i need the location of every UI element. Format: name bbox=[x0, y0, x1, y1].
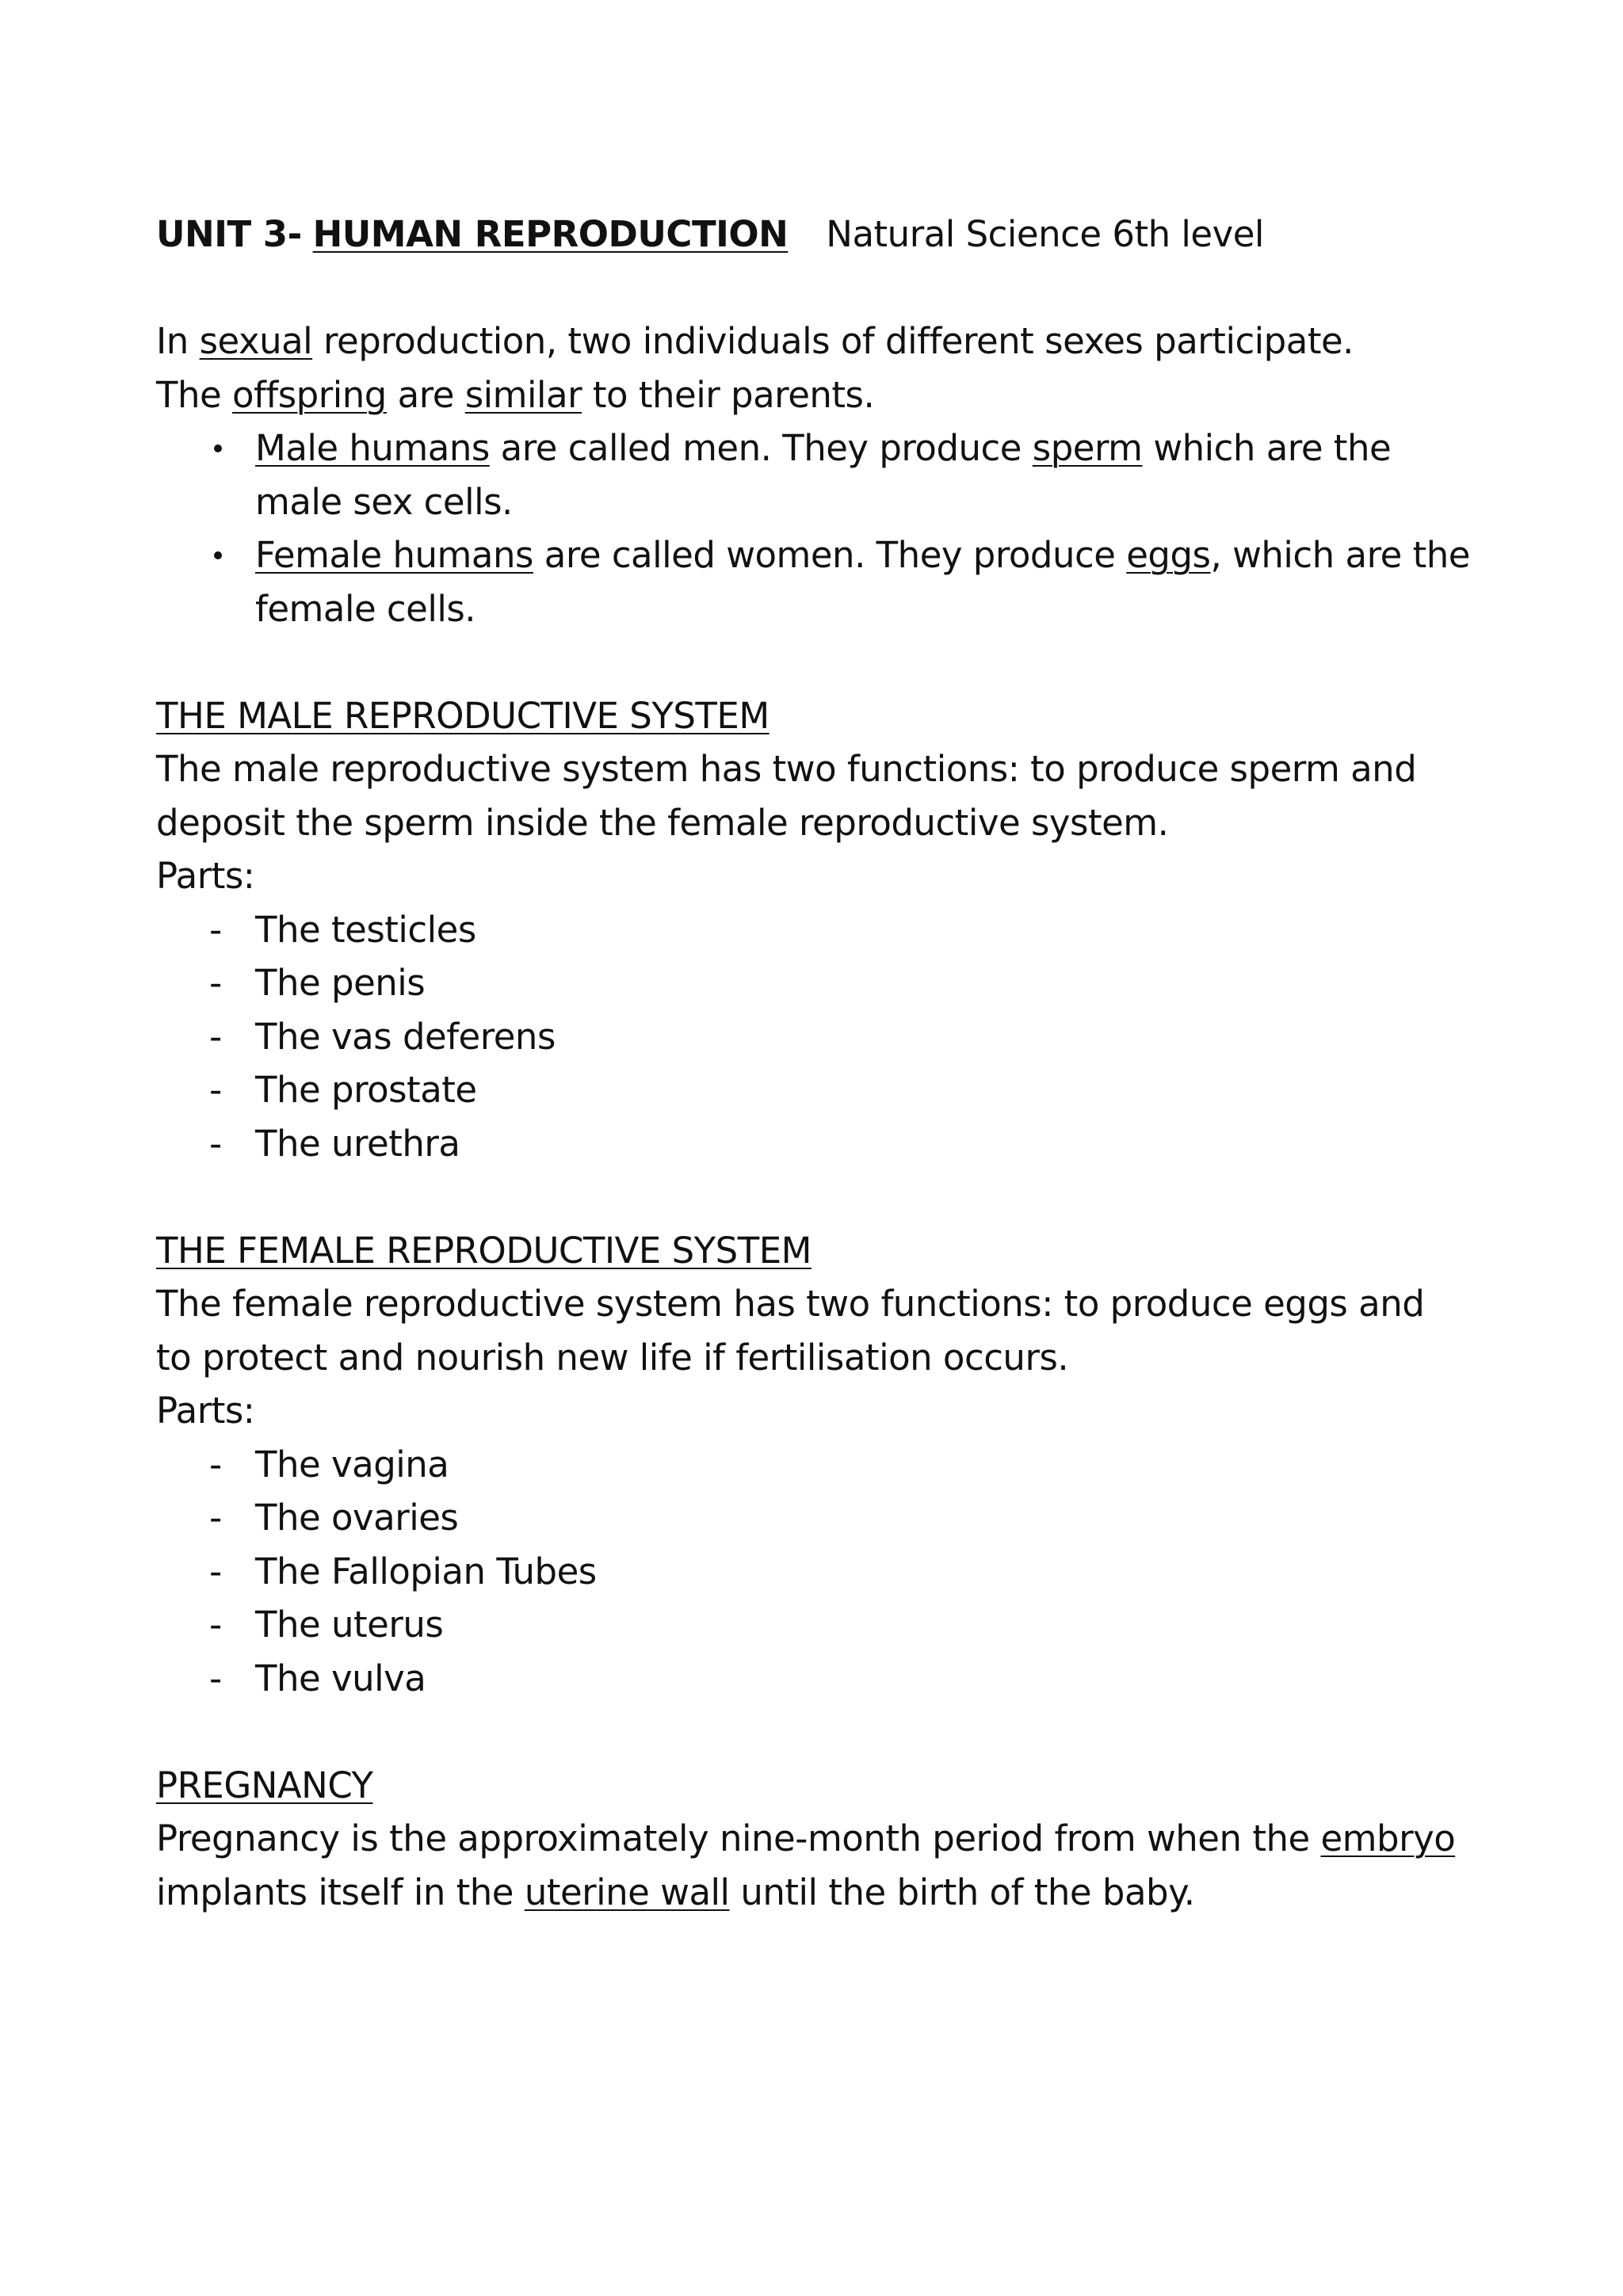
term-uterine-wall: uterine wall bbox=[524, 1871, 730, 1913]
section-heading-male: THE MALE REPRODUCTIVE SYSTEM bbox=[156, 694, 769, 737]
pregnancy-line-1: Pregnancy is the approximately nine-month period from when the embryo bbox=[156, 1817, 1456, 1859]
list-item-continuation: female cells. bbox=[255, 587, 476, 630]
dash-icon: - bbox=[209, 1550, 222, 1592]
list-item: - The vas deferens bbox=[156, 1010, 1503, 1064]
section-heading-female: THE FEMALE REPRODUCTIVE SYSTEM bbox=[156, 1229, 812, 1272]
list-item: - The urethra bbox=[156, 1117, 1503, 1171]
pregnancy-line-2: implants itself in the uterine wall until the birth of the baby. bbox=[156, 1871, 1195, 1913]
term-sexual: sexual bbox=[199, 320, 313, 362]
list-item-continuation: male sex cells. bbox=[255, 480, 513, 523]
list-item: Male humans are called men. They produce sperm which are the male sex cells. bbox=[156, 421, 1503, 528]
dash-icon: - bbox=[209, 962, 222, 1004]
intro-line-1: In sexual reproduction, two individuals of different sexes participate. bbox=[156, 320, 1354, 362]
dash-icon: - bbox=[209, 1604, 222, 1646]
subject-label: Natural Science 6th level bbox=[826, 213, 1264, 255]
list-item: - The uterus bbox=[156, 1598, 1503, 1652]
female-desc-line-2: to protect and nourish new life if fertilisation occurs. bbox=[156, 1336, 1069, 1379]
list-item: - The Fallopian Tubes bbox=[156, 1545, 1503, 1599]
term-offspring: offspring bbox=[232, 373, 387, 416]
term-eggs: eggs bbox=[1126, 534, 1211, 576]
list-item: - The testicles bbox=[156, 903, 1503, 957]
male-desc-line-2: deposit the sperm inside the female reproductive system. bbox=[156, 801, 1169, 844]
bullet-icon bbox=[214, 444, 222, 452]
dash-icon: - bbox=[209, 1497, 222, 1539]
term-sperm: sperm bbox=[1032, 427, 1143, 469]
dash-icon: - bbox=[209, 1657, 222, 1699]
term-embryo: embryo bbox=[1320, 1817, 1456, 1859]
intro-line-2: The offspring are similar to their parents. bbox=[156, 373, 875, 416]
term-similar: similar bbox=[464, 373, 582, 416]
dash-icon: - bbox=[209, 1443, 222, 1486]
female-desc-line-1: The female reproductive system has two functions: to produce eggs and bbox=[156, 1283, 1425, 1325]
list-item: - The ovaries bbox=[156, 1491, 1503, 1545]
dash-icon: - bbox=[209, 908, 222, 951]
male-parts-label: Parts: bbox=[156, 855, 255, 897]
page-title bbox=[156, 208, 1503, 261]
unit-label: UNIT 3- bbox=[156, 213, 302, 255]
list-item: - The vulva bbox=[156, 1652, 1503, 1706]
section-heading-pregnancy: PREGNANCY bbox=[156, 1764, 373, 1806]
document-body bbox=[156, 208, 1503, 1919]
female-parts-label: Parts: bbox=[156, 1390, 255, 1432]
list-item: - The penis bbox=[156, 956, 1503, 1010]
list-item: - The prostate bbox=[156, 1063, 1503, 1117]
dash-icon: - bbox=[209, 1015, 222, 1058]
unit-topic: HUMAN REPRODUCTION bbox=[312, 213, 789, 255]
bullet-icon bbox=[214, 551, 222, 559]
term-female-humans: Female humans bbox=[255, 534, 533, 576]
list-item: Female humans are called women. They produce eggs, which are the female cells. bbox=[156, 528, 1503, 635]
dash-icon: - bbox=[209, 1122, 222, 1165]
dash-icon: - bbox=[209, 1069, 222, 1111]
list-item: - The vagina bbox=[156, 1438, 1503, 1492]
male-desc-line-1: The male reproductive system has two functions: to produce sperm and bbox=[156, 748, 1417, 790]
term-male-humans: Male humans bbox=[255, 427, 490, 469]
